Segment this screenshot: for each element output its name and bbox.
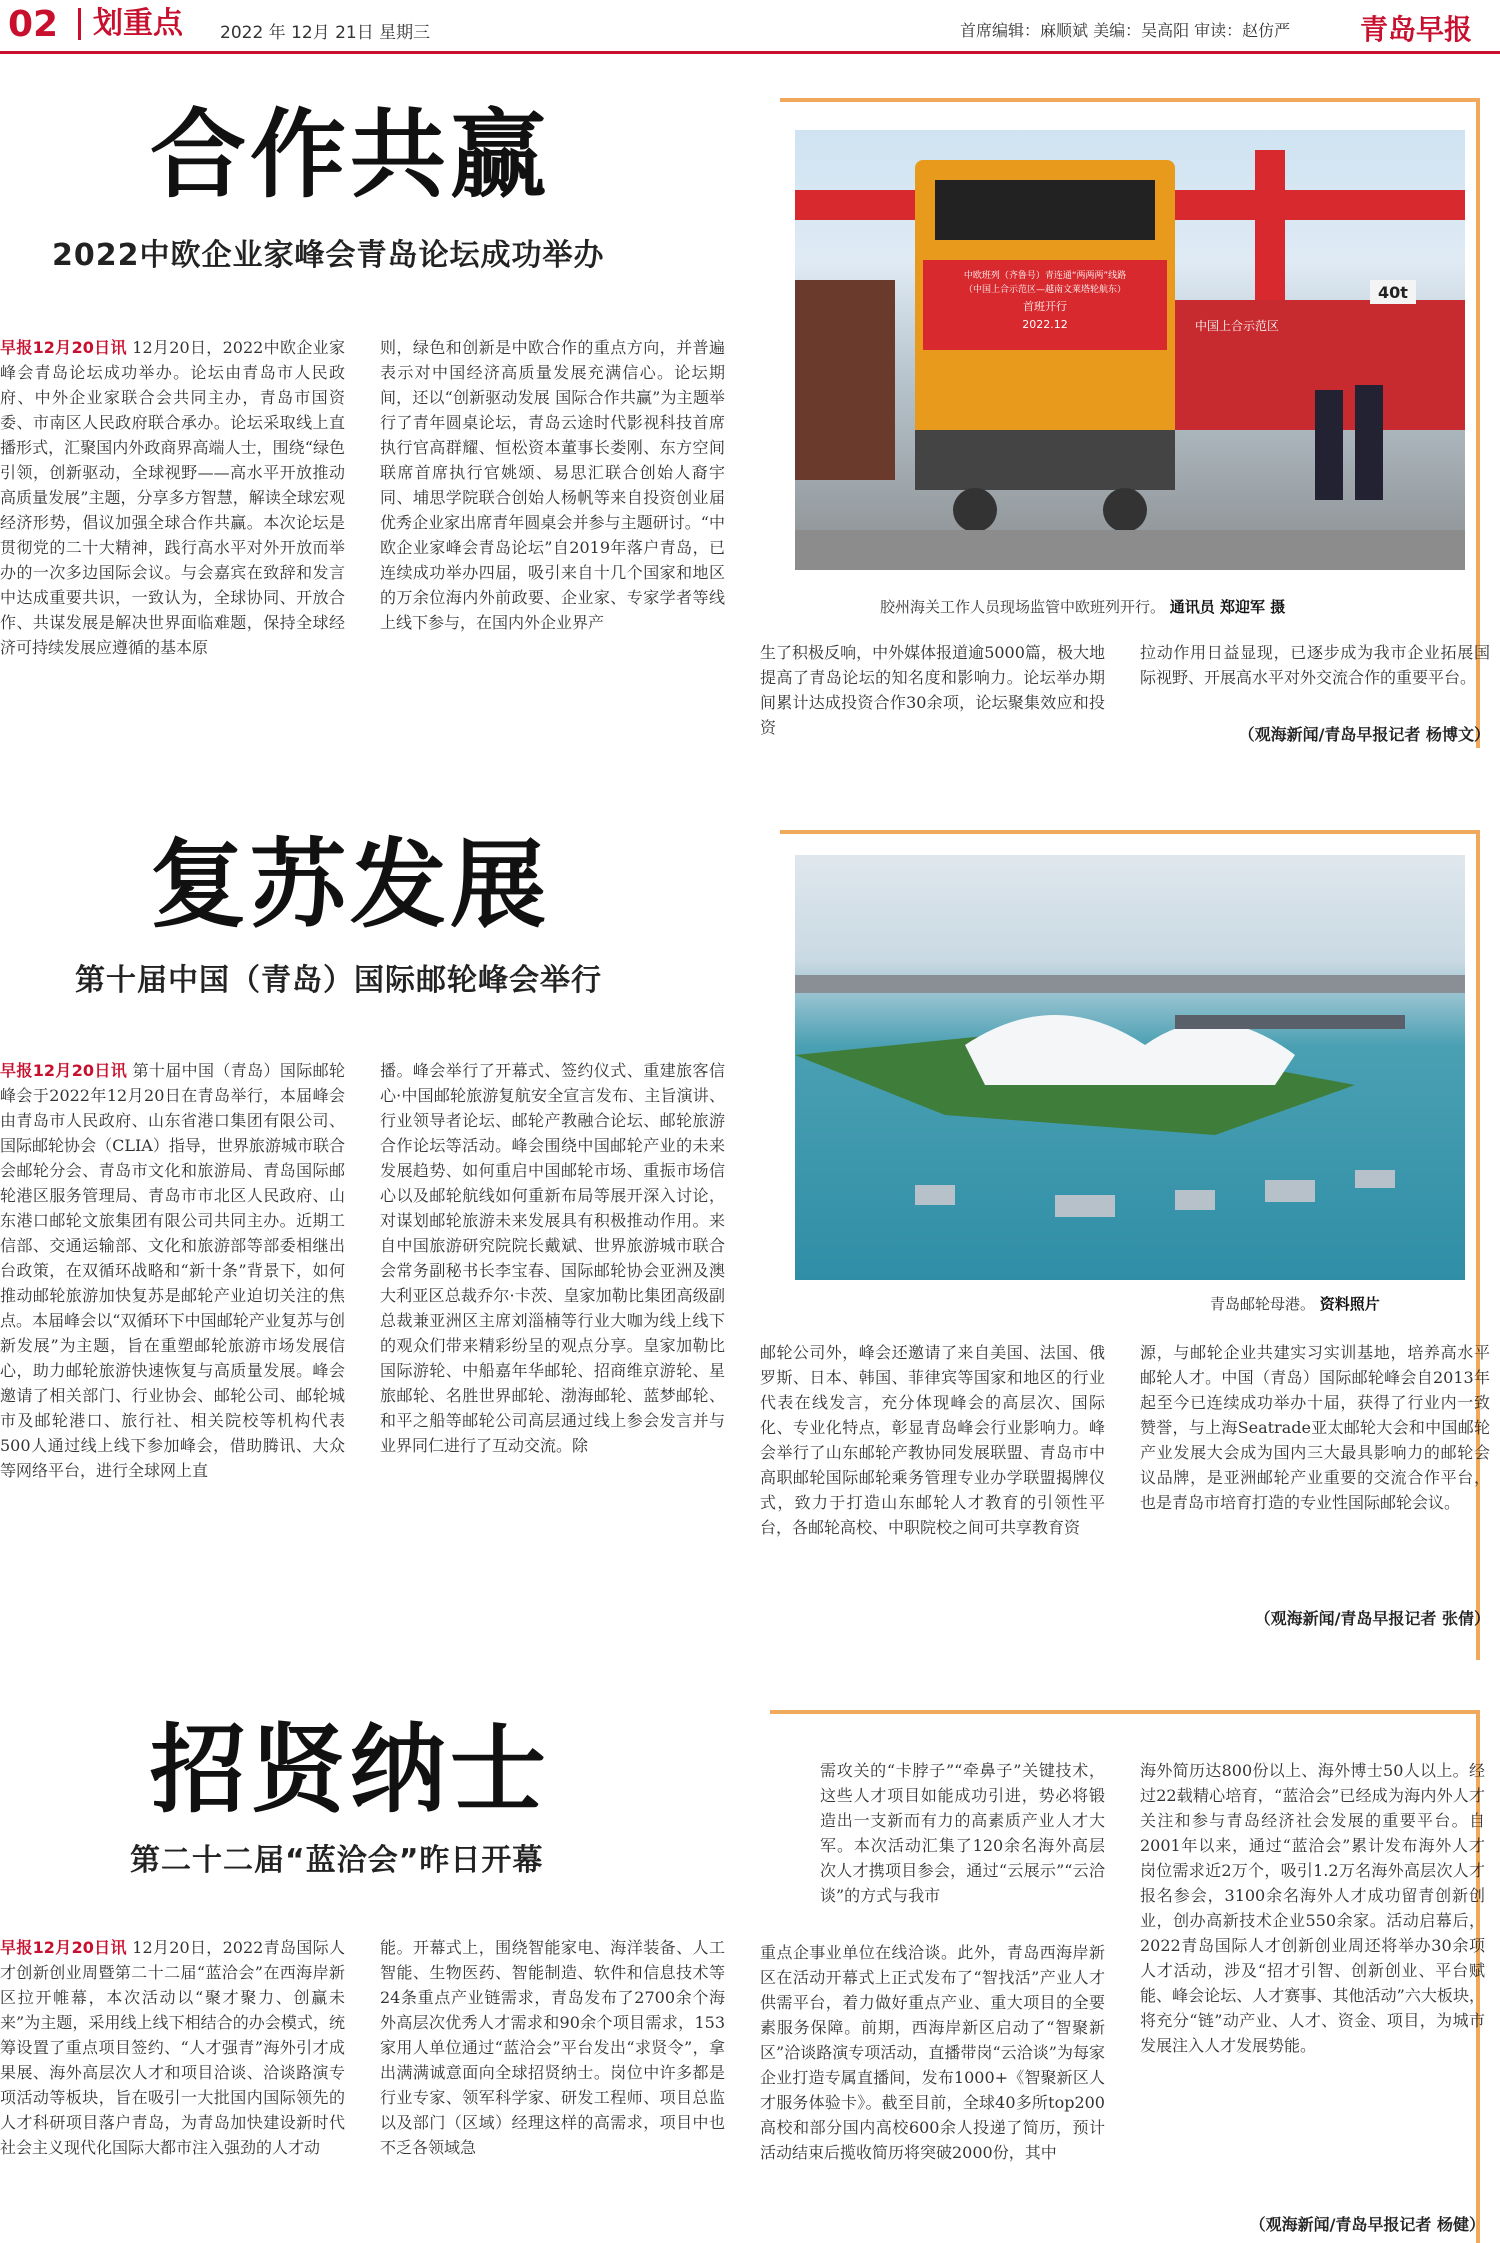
side-banner-text: 中国上合示范区 (1195, 319, 1280, 333)
article3-col1-text: 12月20日，2022青岛国际人才创新创业周暨第二十二届“蓝洽会”在西海岸新区拉开帷幕，本次活动以“聚才聚力、创赢未来”为主题，采用线上线下相结合的办会模式，统筹设置了重点项目签约、“人才强青”海外引才成果展、海外高层次人才和项目洽谈、洽谈路演专项活动等板块，旨在吸引一大批国内国际领先的人才科研项目落户青岛，为青岛加快建设新时代社会主义现代化国际大都市注入强劲的人才动 (0, 1938, 345, 2157)
article2-title: 复苏发展 (150, 828, 550, 941)
article1-byline: （观海新闻/青岛早报记者 杨博文） (1238, 725, 1490, 744)
article1-subtitle: 2022中欧企业家峰会青岛论坛成功举办 (52, 238, 605, 273)
article1-title: 合作共赢 (150, 98, 550, 211)
article1-photo (795, 130, 1465, 570)
banner-line4: 2022.12 (1022, 318, 1068, 331)
cruise-port-illustration (795, 855, 1465, 1280)
crane-number: 40t (1378, 283, 1408, 302)
article2-lead: 早报12月20日讯 (0, 1061, 128, 1080)
article1-col3: 生了积极反响，中外媒体报道逾5000篇，极大地提高了青岛论坛的知名度和影响力。论坛举办期间累计达成投资合作30余项，论坛聚集效应和投资 (760, 643, 1105, 737)
article2-col1-text: 第十届中国（青岛）国际邮轮峰会于2022年12月20日在青岛举行，本届峰会由青岛市人民政府、山东省港口集团有限公司、国际邮轮协会（CLIA）指导，世界旅游城市联合会邮轮分会、青岛市文化和旅游局、青岛国际邮轮港区服务管理局、青岛市市北区人民政府、山东港口邮轮文旅集团有限公司共同主办。近期工信部、交通运输部、文化和旅游部等部委相继出台政策，在双循环战略和“新十条”背景下，如何推动邮轮旅游加快复苏是邮轮产业迫切关注的焦点。本届峰会以“双循环下中国邮轮产业复苏与创新发展”为主题，旨在重塑邮轮旅游市场发展信心，助力邮轮旅游快速恢复与高质量发展。峰会邀请了相关部门、行业协会、邮轮公司、邮轮城市及邮轮港口、旅行社、相关院校等机构代表500人通过线上线下参加峰会，借助腾讯、大众等网络平台，进行全球网上直 (0, 1061, 345, 1480)
article1-col4: 拉动作用日益显现，已逐步成为我市企业拓展国际视野、开展高水平对外交流合作的重要平台。 (1140, 643, 1490, 687)
page-number: 02 (8, 4, 59, 45)
article3-col3a: 需攻关的“卡脖子”“牵鼻子”关键技术，这些人才项目如能成功引进，势必将锻造出一支新而有力的高素质产业人才大军。本次活动汇集了120余名海外高层次人才携项目参会，通过“云展示”“云洽谈”的方式与我市 (820, 1761, 1105, 1905)
article1-caption-credit: 通讯员 郑迎军 摄 (1169, 598, 1286, 616)
article2-col4: 源，与邮轮企业共建实习实训基地，培养高水平邮轮人才。中国（青岛）国际邮轮峰会自2013年起至今已连续成功举办十届，获得了行业内一致赞誉，与上海Seatrade亚太邮轮大会和中国邮轮产业发展大会成为国内三大最具影响力的邮轮会议品牌，是亚洲邮轮产业重要的交流合作平台，也是青岛市培育打造的专业性国际邮轮会议。 (1140, 1343, 1490, 1512)
article2-col3: 邮轮公司外，峰会还邀请了来自美国、法国、俄罗斯、日本、韩国、菲律宾等国家和地区的行业代表在线发言，充分体现峰会的高层次、国际化、专业化特点，彰显青岛峰会行业影响力。峰会举行了山东邮轮产教协同发展联盟、青岛市中高职邮轮国际邮轮乘务管理专业办学联盟揭牌仪式，致力于打造山东邮轮人才教育的引领性平台，各邮轮高校、中职院校之间可共享教育资 (760, 1343, 1105, 1537)
article2-caption-text: 青岛邮轮母港。 (1210, 1295, 1316, 1313)
article3-subtitle: 第二十二届“蓝洽会”昨日开幕 (130, 1843, 544, 1878)
section-name: 划重点 (78, 8, 183, 40)
article3-lead: 早报12月20日讯 (0, 1938, 127, 1957)
article2-caption-credit: 资料照片 (1319, 1295, 1380, 1313)
article3-byline: （观海新闻/青岛早报记者 杨健） (1249, 2215, 1485, 2234)
article2-byline: （观海新闻/青岛早报记者 张倩） (1254, 1609, 1490, 1628)
article2-subtitle: 第十届中国（青岛）国际邮轮峰会举行 (75, 963, 602, 998)
article3-col4: 海外简历达800份以上、海外博士50人以上。经过22载精心培育，“蓝洽会”已经成为海内外人才关注和参与青岛经济社会发展的重要平台。自2001年以来，通过“蓝洽会”累计发布海外人才岗位需求近2万个，吸引1.2万名海外高层次人才报名参会，3100余名海外人才成功留青创新创业，创办高新技术企业550余家。活动启幕后，2022青岛国际人才创新创业周还将举办30余项人才活动，涉及“招才引智、创新创业、平台赋能、峰会论坛、人才赛事、其他活动”六大板块，将充分“链”动产业、人才、资金、项目，为城市发展注入人才发展势能。 (1140, 1761, 1485, 2055)
issue-date: 2022 年 12月 21日 星期三 (220, 23, 431, 43)
banner-line2: （中国上合示范区—越南文莱塔轮航东） (963, 285, 1127, 295)
newspaper-logo: 青岛早报 (1360, 13, 1473, 46)
article1-col1-text: 12月20日，2022中欧企业家峰会青岛论坛成功举办。论坛由青岛市人民政府、中外企业家联合会共同主办，青岛市国资委、市南区人民政府联合承办。论坛采取线上直播形式，汇聚国内外政商界高端人士，围绕“绿色引领，创新驱动，全球视野——高水平开放推动高质量发展”主题，分享多方智慧，解读全球宏观经济形势，倡议加强全球合作共赢。本次论坛是贯彻党的二十大精神，践行高水平对外开放而举办的一次多边国际会议。与会嘉宾在致辞和发言中达成重要共识，一致认为，全球协同、开放合作、共谋发展是解决世界面临难题，保持全球经济可持续发展应遵循的基本原 (0, 338, 345, 657)
editor-credits: 首席编辑：麻顺斌 美编：吴高阳 审读：赵仿严 (960, 21, 1291, 40)
article2-photo (795, 855, 1465, 1280)
article3-title: 招贤纳士 (150, 1713, 550, 1826)
article1-caption (880, 596, 1285, 617)
article2-col1 (0, 1058, 345, 1628)
banner-line1: 中欧班列（齐鲁号）青连通“两两两”线路 (963, 271, 1127, 281)
article1-lead: 早报12月20日讯 (0, 338, 127, 357)
article2-col2: 播。峰会举行了开幕式、签约仪式、重建旅客信心·中国邮轮旅游复航安全宣言发布、主旨演讲、行业领导者论坛、邮轮产教融合论坛、邮轮旅游合作论坛等活动。峰会围绕中国邮轮产业的未来发展趋势、如何重启中国邮轮市场、重振市场信心以及邮轮航线如何重新布局等展开深入讨论，对谋划邮轮旅游未来发展具有积极推动作用。来自中国旅游研究院院长戴斌、世界旅游城市联合会常务副秘书长李宝春、国际邮轮协会亚洲及澳大利亚区总裁乔尔·卡茨、皇家加勒比集团高级副总裁兼亚洲区主席刘淄楠等行业大咖为线上线下的观众们带来精彩纷呈的观点分享。皇家加勒比国际游轮、中船嘉年华邮轮、招商维京游轮、星旅邮轮、名胜世界邮轮、渤海邮轮、蓝梦邮轮、和平之船等邮轮公司高层通过线上参会发言并与业界同仁进行了互动交流。除 (380, 1061, 725, 1455)
article3-col3b: 重点企事业单位在线洽谈。此外，青岛西海岸新区在活动开幕式上正式发布了“智找活”产业人才供需平台，着力做好重点产业、重大项目的全要素服务保障。前期，西海岸新区启动了“智聚新区”洽谈路演专项活动，直播带岗“云洽谈”为每家企业打造专属直播间，发布1000+《智聚新区人才服务体验卡》。截至目前，全球40多所top200高校和部分国内高校600余人投递了简历，预计活动结束后揽收简历将突破2000份，其中 (760, 1943, 1105, 2162)
article3-col1 (0, 1935, 345, 2240)
article1-caption-text: 胶州海关工作人员现场监管中欧班列开行。 (880, 598, 1166, 616)
article1-col2: 则，绿色和创新是中欧合作的重点方向，并普遍表示对中国经济高质量发展充满信心。论坛期间，还以“创新驱动发展 国际合作共赢”为主题举行了青年圆桌论坛，青岛云途时代影视科技首席执行官高群耀、恒松资本董事长娄刚、东方空间联席首席执行官姚颂、易思汇联合创始人裔宇同、埔思学院联合创始人杨帆等来自投资创业届优秀企业家出席青年圆桌会并参与主题研讨。“中欧企业家峰会青岛论坛”自2019年落户青岛，已连续成功举办四届，吸引来自十几个国家和地区的万余位海内外前政要、企业家、专家学者等线上线下参与，在国内外企业界产 (380, 338, 725, 632)
article1-col1 (0, 335, 345, 750)
banner-line3: 首班开行 (1023, 300, 1067, 313)
article2-caption (1210, 1293, 1380, 1314)
train-illustration (795, 130, 1465, 570)
article3-col2: 能。开幕式上，围绕智能家电、海洋装备、人工智能、生物医药、智能制造、软件和信息技术等24条重点产业链需求，青岛发布了2700余个海外高层次优秀人才需求和90余个项目需求，153家用人单位通过“蓝洽会”平台发出“求贤令”，拿出满满诚意面向全球招贤纳士。岗位中许多都是行业专家、领军科学家、研发工程师、项目总监以及部门（区域）经理这样的高需求，项目中也不乏各领域急 (380, 1938, 725, 2157)
